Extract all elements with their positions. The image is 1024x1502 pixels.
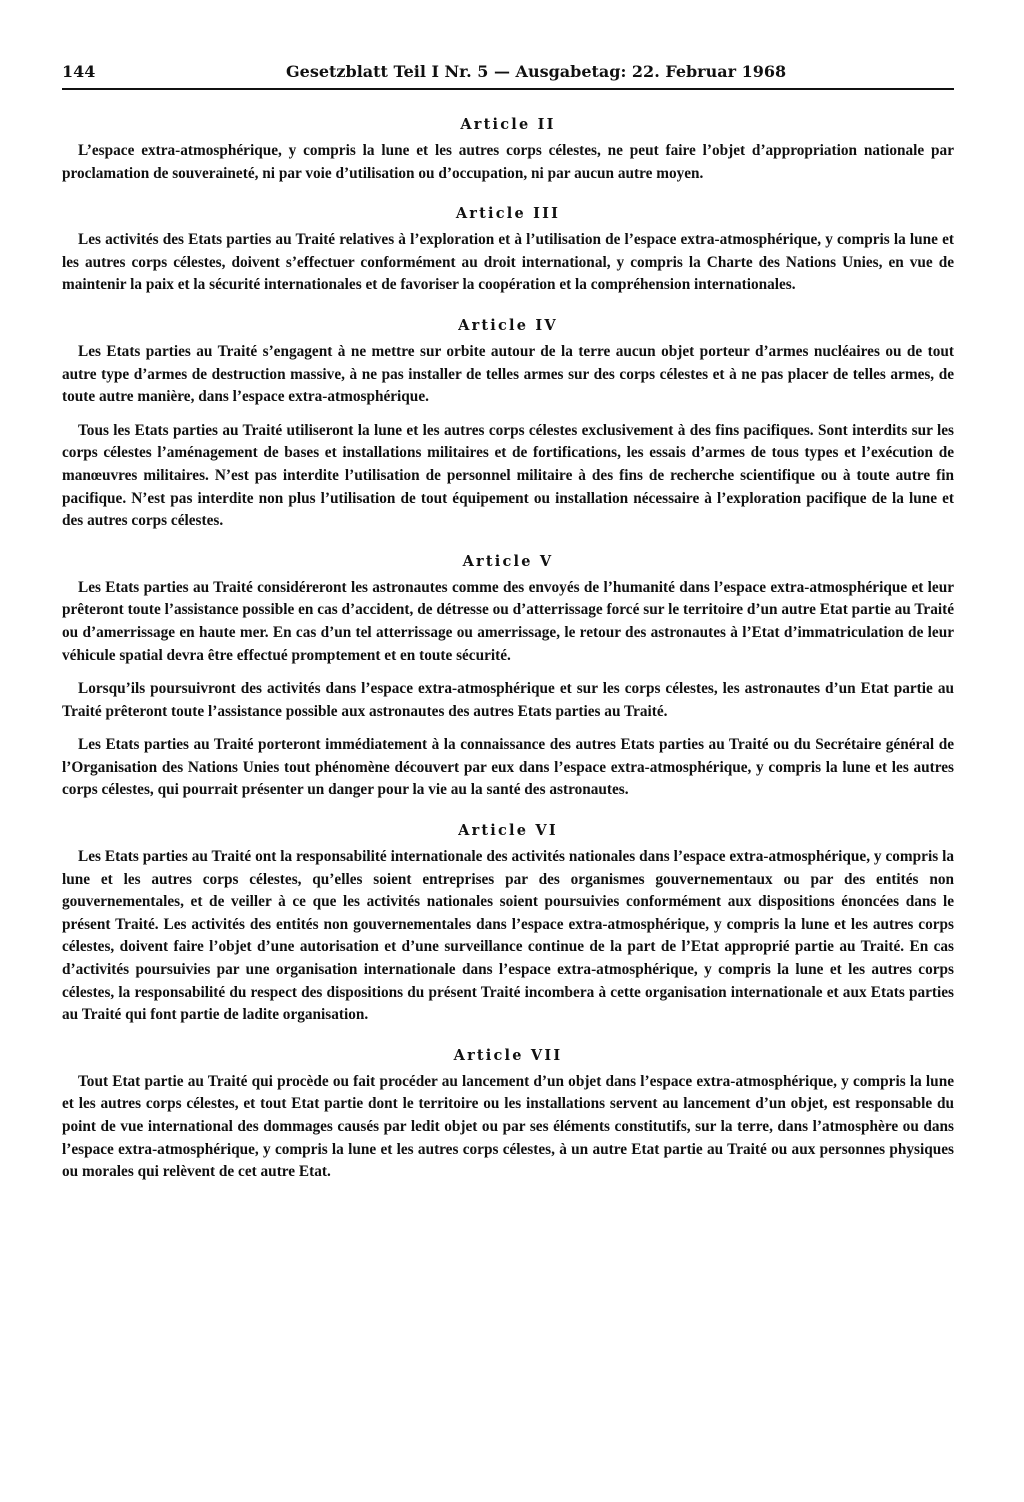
article-heading: Article IV <box>458 316 558 334</box>
article-heading: Article II <box>460 116 556 133</box>
article-paragraph: Lorsqu’ils poursuivront des activités dans l’espace extra-atmosphérique et sur les corps célestes, les astronautes d’un Etat partie au Traité prêteront toute l’assistance possible aux astronautes des autres Etats parties au Traité. <box>62 680 954 720</box>
page-number: 144 <box>62 62 96 81</box>
article-2 <box>62 116 954 185</box>
article-paragraph: Tout Etat partie au Traité qui procède ou fait procéder au lancement d’un objet dans l’espace extra-atmosphérique, y compris la lune et les autres corps célestes, et tout Etat partie dont le territoire ou les installations servent au lancement d’un objet, est responsable du point de vue international des dommages causés par ledit objet ou par ses éléments constitutifs, sur la terre, dans l’atmosphère ou dans l’espace extra-atmosphérique, y compris la lune et les autres corps célestes, à un autre Etat partie au Traité ou aux personnes physiques ou morales qui relèvent de cet autre Etat. <box>62 1072 954 1181</box>
article-4 <box>62 317 954 533</box>
gazette-title: Gesetzblatt Teil I Nr. 5 — Ausgabetag: 22. Februar 1968 <box>286 62 787 81</box>
article-paragraph: Les Etats parties au Traité considéreront les astronautes comme des envoyés de l’humanité dans l’espace extra-atmosphérique et leur prêteront toute l’assistance possible en cas d’accident, de détresse ou d’atterrissage forcé sur le territoire d’un autre Etat partie au Traité ou d’amerrissage en haute mer. En cas d’un tel atterrissage ou amerrissage, le retour des astronautes à l’Etat d’immatriculation de leur véhicule spatial devra être effectué promptement et en toute sécurité. <box>62 578 954 664</box>
article-heading: Article III <box>455 205 561 223</box>
header-rule <box>62 88 954 90</box>
article-5 <box>62 553 954 802</box>
article-paragraph: Les activités des Etats parties au Traité relatives à l’exploration et à l’utilisation de l’espace extra-atmosphérique, y compris la lune et les autres corps célestes, doivent s’effectuer conformément au droit international, y compris la Charte des Nations Unies, en vue de maintenir la paix et la sécurité internationales et de favoriser la coopération et la compréhension internationales. <box>62 231 954 294</box>
article-paragraph: Les Etats parties au Traité ont la responsabilité internationale des activités nationales dans l’espace extra-atmosphérique, y compris la lune et les autres corps célestes, qu’elles soient entreprises par des organismes gouvernementaux ou par des entités non gouvernementales, et de veiller à ce que les activités nationales soient poursuivies conformément aux dispositions énoncées dans le présent Traité. Les activités des entités non gouvernementales dans l’espace extra-atmosphérique, y compris la lune et les autres corps célestes, doivent faire l’objet d’une autorisation et d’une surveillance continue de la part de l’Etat approprié partie au Traité. En cas d’activités poursuivies par une organisation internationale dans l’espace extra-atmosphérique, y compris la lune et les autres corps célestes, la responsabilité du respect des dispositions du présent Traité incombera à cette organisation internationale et aux Etats parties au Traité qui font partie de ladite organisation. <box>62 848 954 1024</box>
article-paragraph: Les Etats parties au Traité porteront immédiatement à la connaissance des autres Etats parties au Traité ou du Secrétaire général de l’Organisation des Nations Unies tout phénomène découvert par eux dans l’espace extra-atmosphérique, y compris la lune et les autres corps célestes, qui pourrait présenter un danger pour la vie au la santé des astronautes. <box>62 736 954 799</box>
article-6 <box>62 822 954 1027</box>
article-3 <box>62 205 954 297</box>
article-7 <box>62 1047 954 1184</box>
document-body <box>62 116 954 1184</box>
article-paragraph: Tous les Etats parties au Traité utiliseront la lune et les autres corps célestes exclusivement à des fins pacifiques. Sont interdits sur les corps célestes l’aménagement de bases et installations militaires et de fortifications, les essais d’armes de tous types et l’exécution de manœuvres militaires. N’est pas interdite l’utilisation de personnel militaire à des fins de recherche scientifique ou à toute autre fin pacifique. N’est pas interdite non plus l’utilisation de tout équipement ou installation nécessaire à l’exploration pacifique de la lune et des autres corps célestes. <box>62 421 954 530</box>
article-heading: Article V <box>462 552 554 570</box>
article-paragraph: L’espace extra-atmosphérique, y compris la lune et les autres corps célestes, ne peut faire l’objet d’appropriation nationale par proclamation de souveraineté, ni par voie d’utilisation ou d’occupation, ni par aucun autre moyen. <box>62 142 954 182</box>
page-header <box>62 60 958 86</box>
article-heading: Article VI <box>458 822 558 840</box>
article-heading: Article VII <box>453 1046 563 1064</box>
article-paragraph: Les Etats parties au Traité s’engagent à ne mettre sur orbite autour de la terre aucun objet porteur d’armes nucléaires ou de tout autre type d’armes de destruction massive, à ne pas installer de telles armes sur des corps célestes et à ne pas placer de telles armes, de toute autre manière, dans l’espace extra-atmosphérique. <box>62 342 954 406</box>
